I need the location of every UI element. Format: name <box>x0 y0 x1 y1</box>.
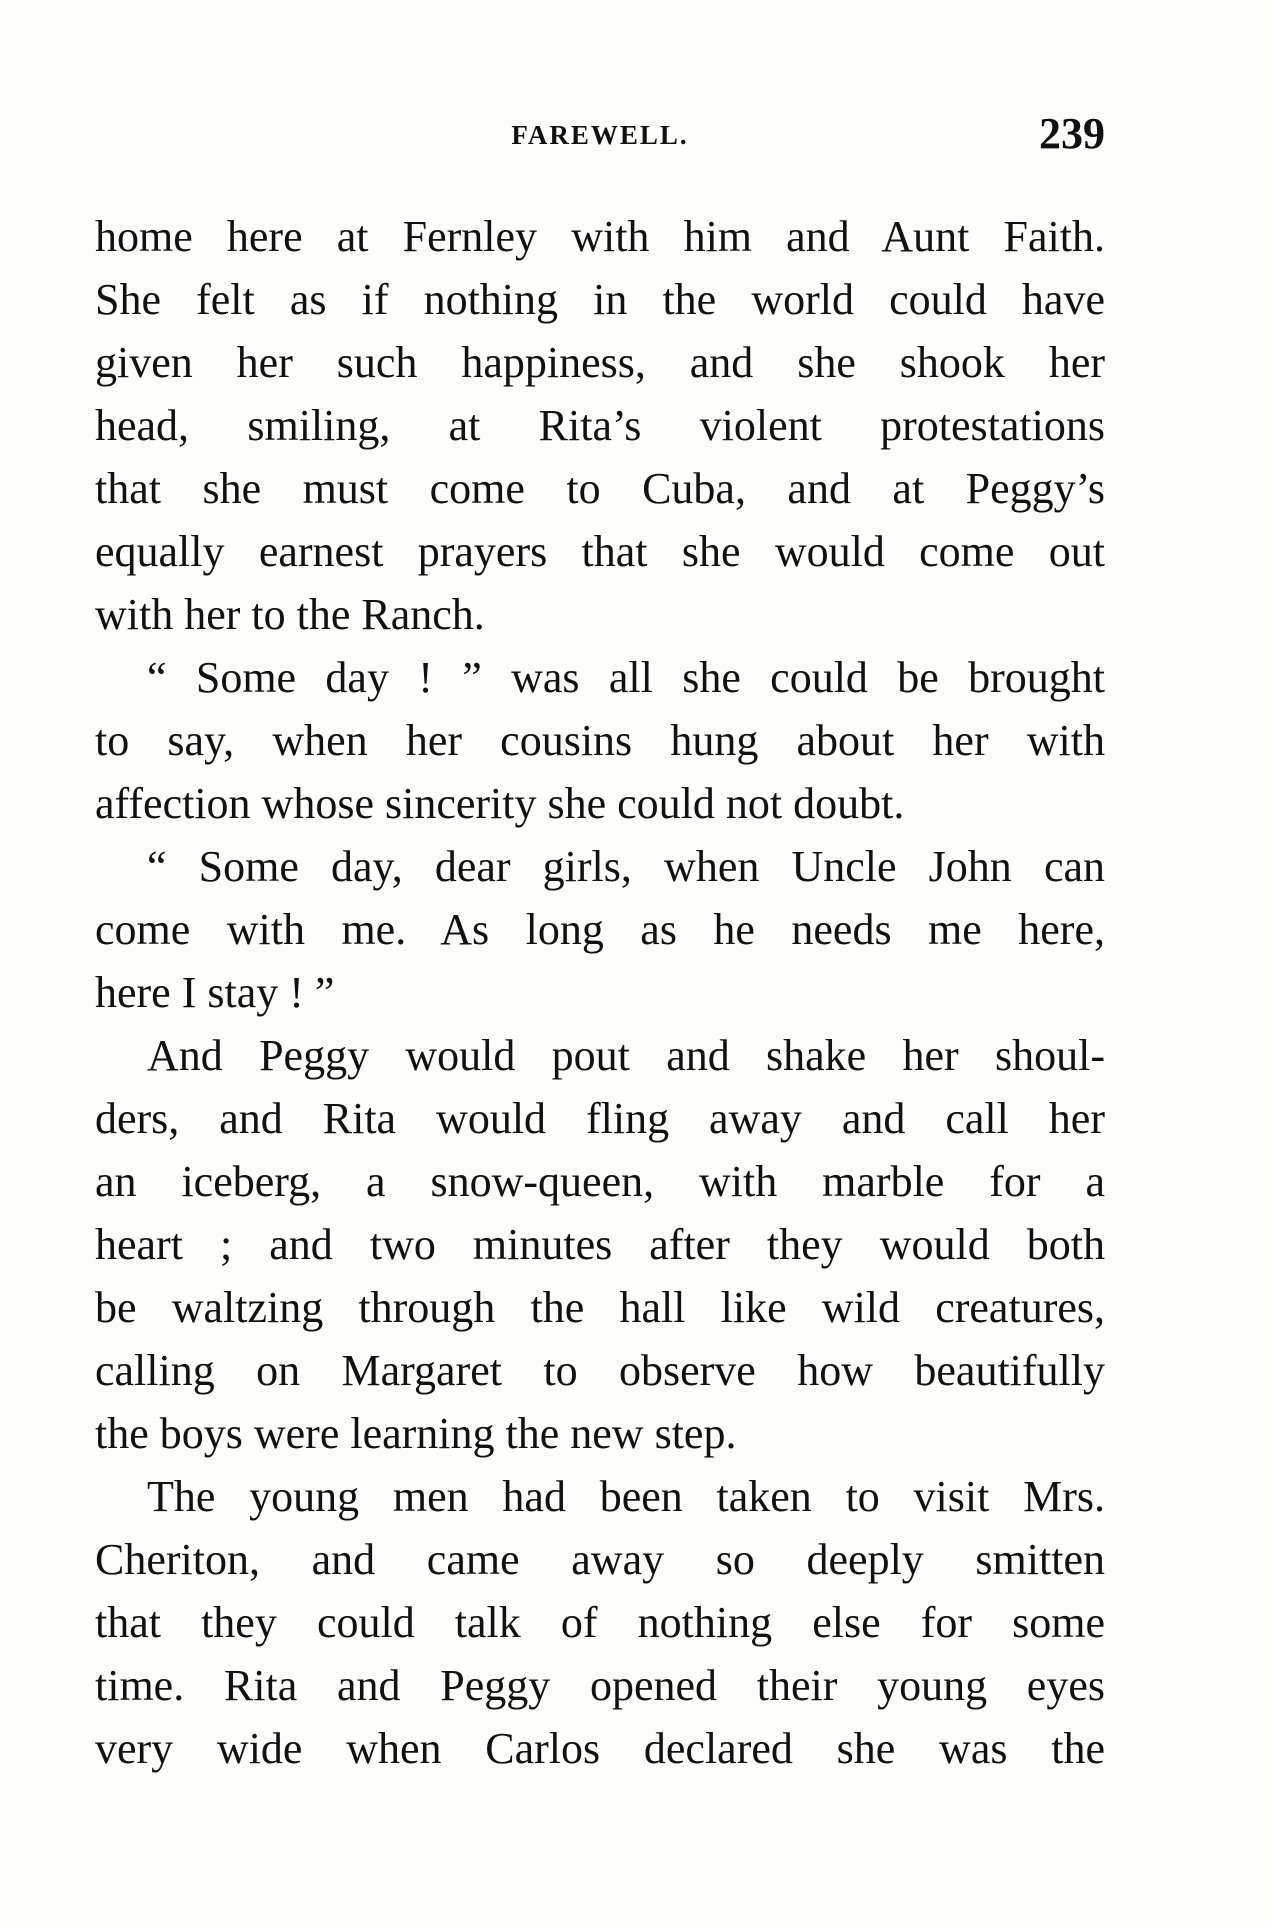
page-number: 239 <box>1039 109 1105 158</box>
text-line: “ Some day, dear girls, when Uncle John can <box>147 842 1105 891</box>
text-line: to say, when her cousins hung about her with <box>95 716 1105 765</box>
text-line: “ Some day ! ” was all she could be brought <box>147 653 1105 702</box>
body-text <box>95 205 1105 1780</box>
text-line: And Peggy would pout and shake her shoul- <box>147 1031 1105 1080</box>
text-line: time. Rita and Peggy opened their young eyes <box>95 1661 1105 1710</box>
text-line: Cheriton, and came away so deeply smitten <box>95 1535 1105 1584</box>
text-line: with her to the Ranch. <box>95 590 485 639</box>
text-line: here I stay ! ” <box>95 968 335 1017</box>
text-line: that she must come to Cuba, and at Peggy’s <box>95 464 1105 513</box>
text-line: equally earnest prayers that she would come out <box>95 527 1105 576</box>
page-header <box>95 108 1105 168</box>
text-line: affection whose sincerity she could not doubt. <box>95 779 905 828</box>
text-line: that they could talk of nothing else for some <box>95 1598 1105 1647</box>
text-line: the boys were learning the new step. <box>95 1409 737 1458</box>
text-line: head, smiling, at Rita’s violent protestations <box>95 401 1105 450</box>
text-line: come with me. As long as he needs me here, <box>95 905 1105 954</box>
text-line: an iceberg, a snow-queen, with marble for a <box>95 1157 1105 1206</box>
text-line: calling on Margaret to observe how beautifully <box>95 1346 1105 1395</box>
text-line: She felt as if nothing in the world could have <box>95 275 1105 324</box>
text-line: ders, and Rita would fling away and call her <box>95 1094 1105 1143</box>
text-line: be waltzing through the hall like wild creatures, <box>95 1283 1105 1332</box>
text-line: very wide when Carlos declared she was the <box>95 1724 1105 1773</box>
text-line: home here at Fernley with him and Aunt Faith. <box>95 212 1105 261</box>
running-title: FAREWELL. <box>511 120 689 150</box>
text-line: heart ; and two minutes after they would both <box>95 1220 1105 1269</box>
text-line: The young men had been taken to visit Mrs. <box>147 1472 1105 1521</box>
text-line: given her such happiness, and she shook her <box>95 338 1105 387</box>
